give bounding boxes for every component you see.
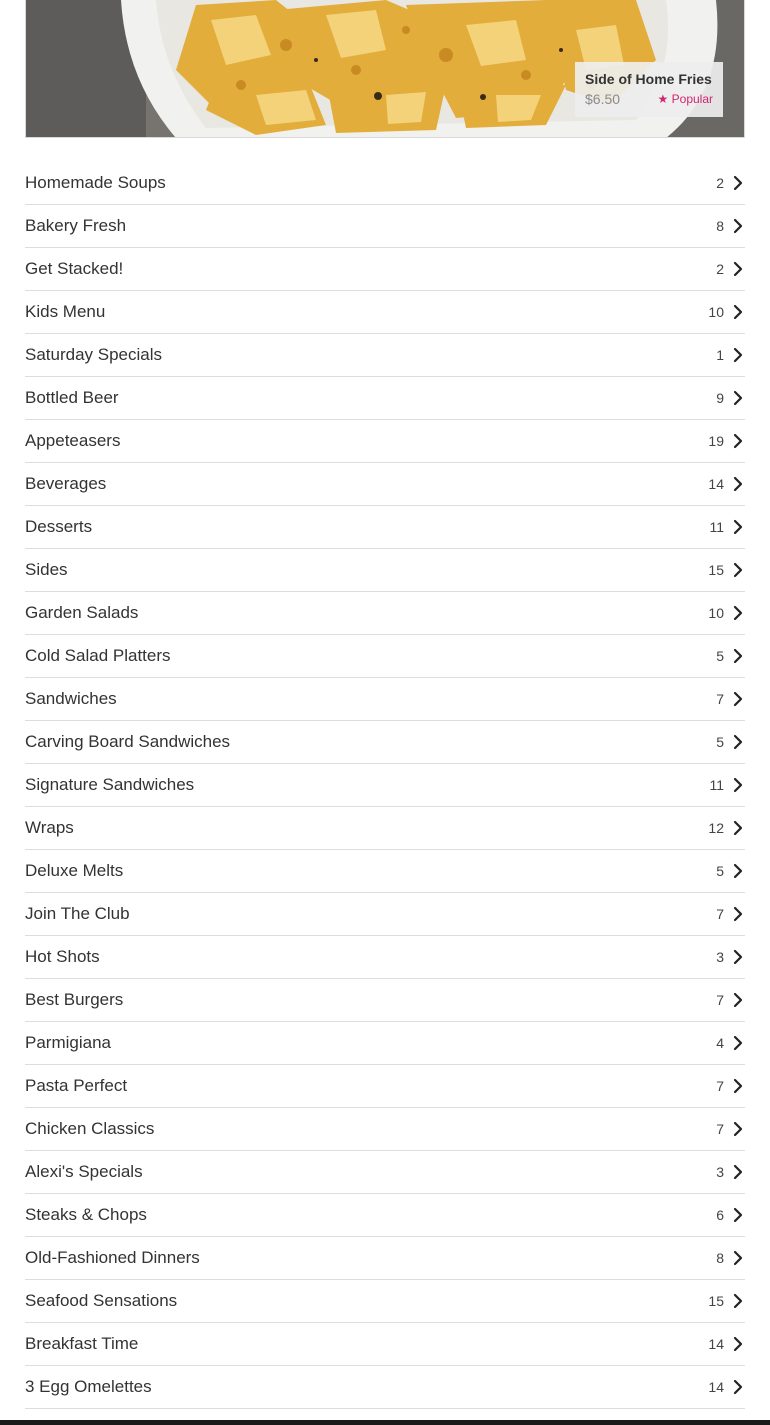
- menu-category-row[interactable]: [25, 1194, 745, 1237]
- chevron-right-icon: [732, 1250, 745, 1266]
- menu-category-row[interactable]: [25, 1366, 745, 1409]
- category-name: Hot Shots: [25, 947, 100, 966]
- category-name: Get Stacked!: [25, 259, 124, 278]
- item-count: 7: [716, 906, 724, 922]
- item-count: 9: [716, 390, 724, 406]
- category-meta: [716, 1250, 745, 1266]
- category-meta: [716, 992, 745, 1008]
- category-name: 3 Egg Omelettes: [25, 1377, 152, 1396]
- menu-category-row[interactable]: [25, 850, 745, 893]
- category-meta: [716, 648, 745, 664]
- category-name: Wraps: [25, 818, 74, 837]
- item-count: 8: [716, 1250, 724, 1266]
- item-count: 7: [716, 1121, 724, 1137]
- chevron-right-icon: [732, 1121, 745, 1137]
- item-count: 1: [716, 347, 724, 363]
- category-meta: [716, 218, 745, 234]
- chevron-right-icon: [732, 175, 745, 191]
- menu-category-row[interactable]: [25, 592, 745, 635]
- category-meta: [716, 175, 745, 191]
- chevron-right-icon: [732, 906, 745, 922]
- menu-category-row[interactable]: [25, 162, 745, 205]
- category-meta: [716, 1207, 745, 1223]
- chevron-right-icon: [732, 1293, 745, 1309]
- featured-item-price: $6.50: [585, 91, 621, 107]
- category-meta: [716, 734, 745, 750]
- menu-category-row[interactable]: [25, 721, 745, 764]
- category-name: Garden Salads: [25, 603, 139, 622]
- menu-category-row[interactable]: [25, 205, 745, 248]
- category-name: Alexi's Specials: [25, 1162, 143, 1181]
- item-count: 4: [716, 1035, 724, 1051]
- category-meta: [716, 390, 745, 406]
- category-name: Beverages: [25, 474, 107, 493]
- item-count: 7: [716, 1078, 724, 1094]
- category-name: Homemade Soups: [25, 173, 166, 192]
- chevron-right-icon: [732, 691, 745, 707]
- item-count: 3: [716, 1164, 724, 1180]
- menu-category-row[interactable]: [25, 420, 745, 463]
- category-meta: [716, 1121, 745, 1137]
- menu-category-row[interactable]: [25, 248, 745, 291]
- category-name: Appeteasers: [25, 431, 121, 450]
- category-meta: [708, 820, 745, 836]
- category-name: Parmigiana: [25, 1033, 111, 1052]
- item-count: 14: [708, 1379, 724, 1395]
- menu-category-row[interactable]: [25, 678, 745, 721]
- category-name: Deluxe Melts: [25, 861, 124, 880]
- bottom-bar: [0, 1420, 770, 1425]
- category-meta: [716, 863, 745, 879]
- chevron-right-icon: [732, 1207, 745, 1223]
- category-meta: [708, 433, 745, 449]
- menu-category-row[interactable]: [25, 979, 745, 1022]
- item-count: 19: [708, 433, 724, 449]
- chevron-right-icon: [732, 734, 745, 750]
- menu-category-row[interactable]: [25, 1108, 745, 1151]
- category-name: Breakfast Time: [25, 1334, 139, 1353]
- item-count: 2: [716, 261, 724, 277]
- chevron-right-icon: [732, 1035, 745, 1051]
- category-name: Pasta Perfect: [25, 1076, 128, 1095]
- chevron-right-icon: [732, 1078, 745, 1094]
- chevron-right-icon: [732, 562, 745, 578]
- item-count: 7: [716, 691, 724, 707]
- chevron-right-icon: [732, 777, 745, 793]
- category-meta: [708, 1293, 745, 1309]
- item-count: 14: [708, 1336, 724, 1352]
- featured-item-card[interactable]: [575, 62, 723, 117]
- chevron-right-icon: [732, 949, 745, 965]
- item-count: 7: [716, 992, 724, 1008]
- category-name: Old-Fashioned Dinners: [25, 1248, 200, 1267]
- chevron-right-icon: [732, 519, 745, 535]
- category-meta: [716, 906, 745, 922]
- item-count: 8: [716, 218, 724, 234]
- category-meta: [716, 949, 745, 965]
- menu-category-row[interactable]: [25, 377, 745, 420]
- chevron-right-icon: [732, 347, 745, 363]
- menu-category-row[interactable]: [25, 893, 745, 936]
- category-name: Steaks & Chops: [25, 1205, 147, 1224]
- featured-item-banner[interactable]: [25, 0, 745, 138]
- menu-category-row[interactable]: [25, 1237, 745, 1280]
- category-meta: [708, 1379, 745, 1395]
- menu-category-row[interactable]: [25, 1065, 745, 1108]
- category-name: Sides: [25, 560, 68, 579]
- chevron-right-icon: [732, 218, 745, 234]
- chevron-right-icon: [732, 1379, 745, 1395]
- chevron-right-icon: [732, 1336, 745, 1352]
- featured-item-title: Side of Home Fries: [585, 71, 712, 87]
- category-meta: [709, 519, 745, 535]
- menu-category-row[interactable]: [25, 334, 745, 377]
- item-count: 5: [716, 648, 724, 664]
- category-meta: [716, 1164, 745, 1180]
- category-meta: [708, 562, 745, 578]
- item-count: 10: [708, 605, 724, 621]
- chevron-right-icon: [732, 433, 745, 449]
- item-count: 5: [716, 734, 724, 750]
- menu-category-row[interactable]: [25, 764, 745, 807]
- chevron-right-icon: [732, 992, 745, 1008]
- category-name: Carving Board Sandwiches: [25, 732, 231, 751]
- item-count: 11: [709, 519, 724, 535]
- chevron-right-icon: [732, 863, 745, 879]
- category-name: Chicken Classics: [25, 1119, 155, 1138]
- item-count: 11: [709, 777, 724, 793]
- chevron-right-icon: [732, 476, 745, 492]
- category-name: Best Burgers: [25, 990, 124, 1009]
- item-count: 6: [716, 1207, 724, 1223]
- menu-category-row[interactable]: [25, 291, 745, 334]
- menu-category-row[interactable]: [25, 463, 745, 506]
- item-count: 15: [708, 1293, 724, 1309]
- menu-category-row[interactable]: [25, 1280, 745, 1323]
- category-meta: [708, 304, 745, 320]
- item-count: 15: [708, 562, 724, 578]
- category-meta: [716, 1078, 745, 1094]
- item-count: 14: [708, 476, 724, 492]
- menu-category-row[interactable]: [25, 635, 745, 678]
- category-meta: [716, 261, 745, 277]
- menu-category-row[interactable]: [25, 936, 745, 979]
- menu-category-list: [25, 162, 745, 1409]
- menu-category-row[interactable]: [25, 506, 745, 549]
- chevron-right-icon: [732, 1164, 745, 1180]
- item-count: 5: [716, 863, 724, 879]
- chevron-right-icon: [732, 820, 745, 836]
- category-meta: [708, 1336, 745, 1352]
- category-name: Desserts: [25, 517, 93, 536]
- item-count: 10: [708, 304, 724, 320]
- item-count: 12: [708, 820, 724, 836]
- category-meta: [709, 777, 745, 793]
- category-name: Kids Menu: [25, 302, 106, 321]
- chevron-right-icon: [732, 261, 745, 277]
- menu-category-row[interactable]: [25, 1323, 745, 1366]
- chevron-right-icon: [732, 648, 745, 664]
- category-name: Bakery Fresh: [25, 216, 127, 235]
- category-name: Saturday Specials: [25, 345, 163, 364]
- category-meta: [716, 1035, 745, 1051]
- popular-badge: ★ Popular: [657, 92, 713, 106]
- chevron-right-icon: [732, 390, 745, 406]
- menu-category-row[interactable]: [25, 1151, 745, 1194]
- menu-category-row[interactable]: [25, 807, 745, 850]
- category-name: Sandwiches: [25, 689, 117, 708]
- menu-category-row[interactable]: [25, 549, 745, 592]
- item-count: 3: [716, 949, 724, 965]
- category-meta: [716, 347, 745, 363]
- category-name: Join The Club: [25, 904, 130, 923]
- category-name: Cold Salad Platters: [25, 646, 171, 665]
- item-count: 2: [716, 175, 724, 191]
- category-name: Bottled Beer: [25, 388, 119, 407]
- category-meta: [708, 605, 745, 621]
- chevron-right-icon: [732, 605, 745, 621]
- category-meta: [716, 691, 745, 707]
- category-meta: [708, 476, 745, 492]
- category-name: Signature Sandwiches: [25, 775, 195, 794]
- category-name: Seafood Sensations: [25, 1291, 178, 1310]
- chevron-right-icon: [732, 304, 745, 320]
- menu-category-row[interactable]: [25, 1022, 745, 1065]
